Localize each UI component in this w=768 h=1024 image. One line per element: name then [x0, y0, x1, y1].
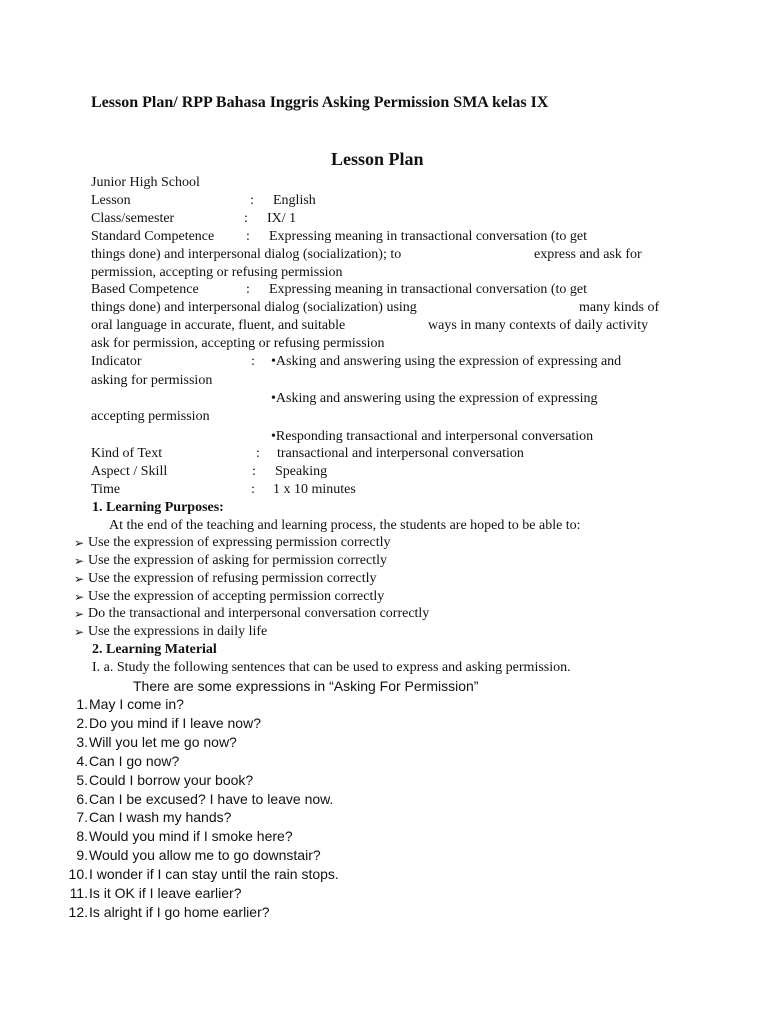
based-competence-line: Expressing meaning in transactional conversation (to get — [269, 282, 588, 297]
school-level: Junior High School — [91, 175, 200, 190]
lesson-plan-heading: Lesson Plan — [331, 149, 424, 169]
list-number: 1. — [76, 696, 88, 712]
list-number: 9. — [76, 847, 88, 863]
standard-competence-line: Expressing meaning in transactional conversation (to get — [269, 229, 588, 244]
standard-competence-label: Standard Competence — [91, 229, 215, 244]
learning-purposes-intro: At the end of the teaching and learning process, the students are hoped to be able to: — [109, 518, 581, 533]
standard-competence-line: express and ask for — [534, 247, 642, 262]
based-competence-label: Based Competence — [91, 282, 199, 297]
expression-item: May I come in? — [89, 696, 184, 712]
learning-material-heading: 2. Learning Material — [92, 642, 217, 657]
document-title: Lesson Plan/ RPP Bahasa Inggris Asking Permission SMA kelas IX — [91, 94, 549, 111]
list-number: 8. — [76, 828, 88, 844]
purpose-item: Use the expressions in daily life — [88, 624, 268, 639]
expression-item: Could I borrow your book? — [89, 772, 254, 788]
expression-item: Do you mind if I leave now? — [89, 715, 261, 731]
time-label: Time — [91, 482, 121, 497]
kind-of-text-value: transactional and interpersonal conversation — [277, 446, 524, 461]
colon: : — [244, 211, 248, 226]
expression-item: Is it OK if I leave earlier? — [89, 885, 242, 901]
expression-item: Would you allow me to go downstair? — [89, 847, 321, 863]
indicator-line: accepting permission — [91, 409, 210, 424]
colon: : — [252, 464, 256, 479]
based-competence-line: ask for permission, accepting or refusing permission — [91, 336, 385, 351]
list-number: 12. — [68, 904, 88, 920]
colon: : — [246, 229, 250, 244]
list-number: 10. — [68, 866, 88, 882]
expression-item: Is alright if I go home earlier? — [89, 904, 270, 920]
colon: : — [246, 282, 250, 297]
arrow-bullet-icon: ➢ — [74, 572, 85, 586]
arrow-bullet-icon: ➢ — [74, 536, 85, 550]
indicator-bullet: •Responding transactional and interpersonal conversation — [271, 429, 594, 444]
purpose-item: Use the expression of asking for permission correctly — [88, 553, 387, 568]
purpose-item: Use the expression of refusing permission correctly — [88, 571, 377, 586]
based-competence-line: oral language in accurate, fluent, and suitable — [91, 318, 346, 333]
expressions-subheading: There are some expressions in “Asking For Permission” — [133, 678, 479, 694]
purpose-item: Do the transactional and interpersonal conversation correctly — [88, 606, 430, 621]
expression-item: Can I go now? — [89, 753, 180, 769]
standard-competence-line: permission, accepting or refusing permission — [91, 265, 343, 280]
aspect-skill-label: Aspect / Skill — [91, 464, 168, 479]
learning-purposes-heading: 1. Learning Purposes: — [92, 500, 224, 515]
arrow-bullet-icon: ➢ — [74, 590, 85, 604]
arrow-bullet-icon: ➢ — [74, 625, 85, 639]
colon: : — [251, 482, 255, 497]
list-number: 5. — [76, 772, 88, 788]
list-number: 7. — [76, 809, 88, 825]
time-value: 1 x 10 minutes — [273, 482, 356, 497]
list-number: 4. — [76, 753, 88, 769]
colon: : — [251, 354, 255, 369]
class-label: Class/semester — [91, 211, 175, 226]
arrow-bullet-icon: ➢ — [74, 607, 85, 621]
learning-material-intro: I. a. Study the following sentences that can be used to express and asking permission. — [92, 660, 571, 675]
kind-of-text-label: Kind of Text — [91, 446, 163, 461]
arrow-bullet-icon: ➢ — [74, 554, 85, 568]
purpose-item: Use the expression of expressing permission correctly — [88, 535, 391, 550]
indicator-bullet: •Asking and answering using the expression of expressing and — [271, 354, 622, 369]
list-number: 2. — [76, 715, 88, 731]
standard-competence-line: things done) and interpersonal dialog (socialization); to — [91, 247, 402, 262]
indicator-bullet: •Asking and answering using the expression of expressing — [271, 391, 598, 406]
list-number: 11. — [69, 885, 88, 901]
aspect-skill-value: Speaking — [275, 464, 328, 479]
expression-item: Will you let me go now? — [89, 734, 237, 750]
expression-item: I wonder if I can stay until the rain stops. — [89, 866, 339, 882]
expression-item: Can I be excused? I have to leave now. — [89, 791, 334, 807]
lesson-value: English — [273, 193, 316, 208]
colon: : — [250, 193, 254, 208]
purpose-item: Use the expression of accepting permission correctly — [88, 589, 385, 604]
expression-item: Would you mind if I smoke here? — [89, 828, 293, 844]
based-competence-line: things done) and interpersonal dialog (socialization) using — [91, 300, 417, 315]
expression-item: Can I wash my hands? — [89, 809, 232, 825]
indicator-line: asking for permission — [91, 373, 213, 388]
colon: : — [256, 446, 260, 461]
class-value: IX/ 1 — [267, 211, 297, 226]
list-number: 3. — [76, 734, 88, 750]
list-number: 6. — [76, 791, 88, 807]
indicator-label: Indicator — [91, 354, 142, 369]
lesson-label: Lesson — [91, 193, 131, 208]
based-competence-line: many kinds of — [579, 300, 660, 315]
based-competence-line: ways in many contexts of daily activity — [428, 318, 649, 333]
